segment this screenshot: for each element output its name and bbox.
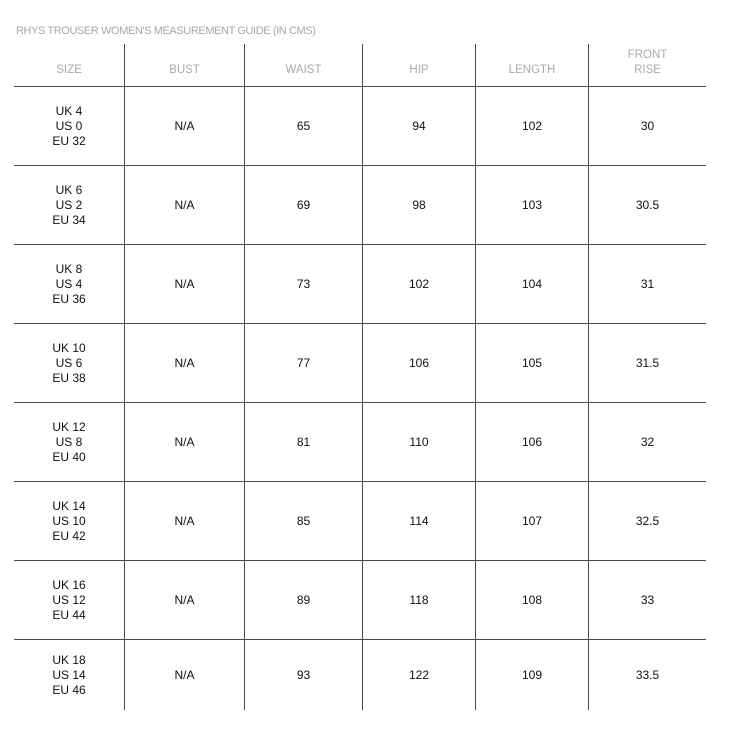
size-label: EU 40 xyxy=(52,449,86,464)
front-rise-cell: 30.5 xyxy=(588,166,706,244)
bust-cell: N/A xyxy=(124,403,244,481)
waist-cell: 81 xyxy=(244,403,362,481)
size-label: UK 18 xyxy=(52,652,86,667)
table-row xyxy=(14,87,706,166)
size-label: US 8 xyxy=(55,434,83,449)
header-bust: BUST xyxy=(124,44,244,86)
size-cell xyxy=(14,403,124,481)
hip-cell: 122 xyxy=(362,640,475,710)
hip-cell: 94 xyxy=(362,87,475,165)
size-label: US 0 xyxy=(55,118,83,133)
length-cell: 102 xyxy=(475,87,588,165)
page-title: RHYS TROUSER WOMEN'S MEASUREMENT GUIDE (IN CMS) xyxy=(16,25,316,37)
size-cell xyxy=(14,561,124,639)
table-row xyxy=(14,166,706,245)
size-label: US 2 xyxy=(55,197,83,212)
bust-cell: N/A xyxy=(124,166,244,244)
hip-cell: 110 xyxy=(362,403,475,481)
size-label: EU 42 xyxy=(52,528,86,543)
front-rise-cell: 31.5 xyxy=(588,324,706,402)
bust-cell: N/A xyxy=(124,482,244,560)
size-label: US 4 xyxy=(55,276,83,291)
table-row xyxy=(14,324,706,403)
size-label: UK 14 xyxy=(52,498,86,513)
waist-cell: 65 xyxy=(244,87,362,165)
table-row xyxy=(14,482,706,561)
bust-cell: N/A xyxy=(124,324,244,402)
length-cell: 104 xyxy=(475,245,588,323)
front-rise-cell: 33 xyxy=(588,561,706,639)
waist-cell: 73 xyxy=(244,245,362,323)
header-size: SIZE xyxy=(56,64,82,76)
hip-cell: 98 xyxy=(362,166,475,244)
length-cell: 108 xyxy=(475,561,588,639)
size-label: UK 4 xyxy=(55,103,83,118)
size-label: EU 46 xyxy=(52,682,86,697)
table-row xyxy=(14,245,706,324)
waist-cell: 85 xyxy=(244,482,362,560)
size-label: UK 8 xyxy=(55,261,83,276)
front-rise-cell: 33.5 xyxy=(588,640,706,710)
size-cell xyxy=(14,245,124,323)
size-cell xyxy=(14,640,124,710)
size-label: EU 44 xyxy=(52,607,86,622)
waist-cell: 93 xyxy=(244,640,362,710)
size-label: US 10 xyxy=(52,513,86,528)
size-cell xyxy=(14,87,124,165)
front-rise-cell: 32.5 xyxy=(588,482,706,560)
header-length: LENGTH xyxy=(475,44,588,86)
size-label: US 6 xyxy=(55,355,83,370)
table-row xyxy=(14,561,706,640)
front-rise-cell: 31 xyxy=(588,245,706,323)
size-label: EU 34 xyxy=(52,212,86,227)
waist-cell: 89 xyxy=(244,561,362,639)
front-rise-cell: 32 xyxy=(588,403,706,481)
header-hip: HIP xyxy=(362,44,475,86)
hip-cell: 102 xyxy=(362,245,475,323)
waist-cell: 69 xyxy=(244,166,362,244)
size-cell xyxy=(14,324,124,402)
hip-cell: 106 xyxy=(362,324,475,402)
size-label: UK 12 xyxy=(52,419,86,434)
hip-cell: 118 xyxy=(362,561,475,639)
table-row xyxy=(14,640,706,710)
size-label: US 14 xyxy=(52,667,86,682)
size-label: EU 38 xyxy=(52,370,86,385)
bust-cell: N/A xyxy=(124,640,244,710)
bust-cell: N/A xyxy=(124,561,244,639)
size-label: EU 36 xyxy=(52,291,86,306)
front-rise-cell: 30 xyxy=(588,87,706,165)
header-front-rise: FRONT RISE xyxy=(588,44,706,86)
length-cell: 105 xyxy=(475,324,588,402)
table-body xyxy=(14,87,706,710)
measurement-table xyxy=(14,44,706,710)
size-cell xyxy=(14,482,124,560)
size-label: UK 10 xyxy=(52,340,86,355)
table-header-row xyxy=(14,44,706,87)
size-label: US 12 xyxy=(52,592,86,607)
length-cell: 109 xyxy=(475,640,588,710)
size-label: UK 16 xyxy=(52,577,86,592)
table-row xyxy=(14,403,706,482)
hip-cell: 114 xyxy=(362,482,475,560)
length-cell: 103 xyxy=(475,166,588,244)
length-cell: 107 xyxy=(475,482,588,560)
size-label: EU 32 xyxy=(52,133,86,148)
waist-cell: 77 xyxy=(244,324,362,402)
size-label: UK 6 xyxy=(55,182,83,197)
size-cell xyxy=(14,166,124,244)
bust-cell: N/A xyxy=(124,245,244,323)
length-cell: 106 xyxy=(475,403,588,481)
header-waist: WAIST xyxy=(244,44,362,86)
bust-cell: N/A xyxy=(124,87,244,165)
